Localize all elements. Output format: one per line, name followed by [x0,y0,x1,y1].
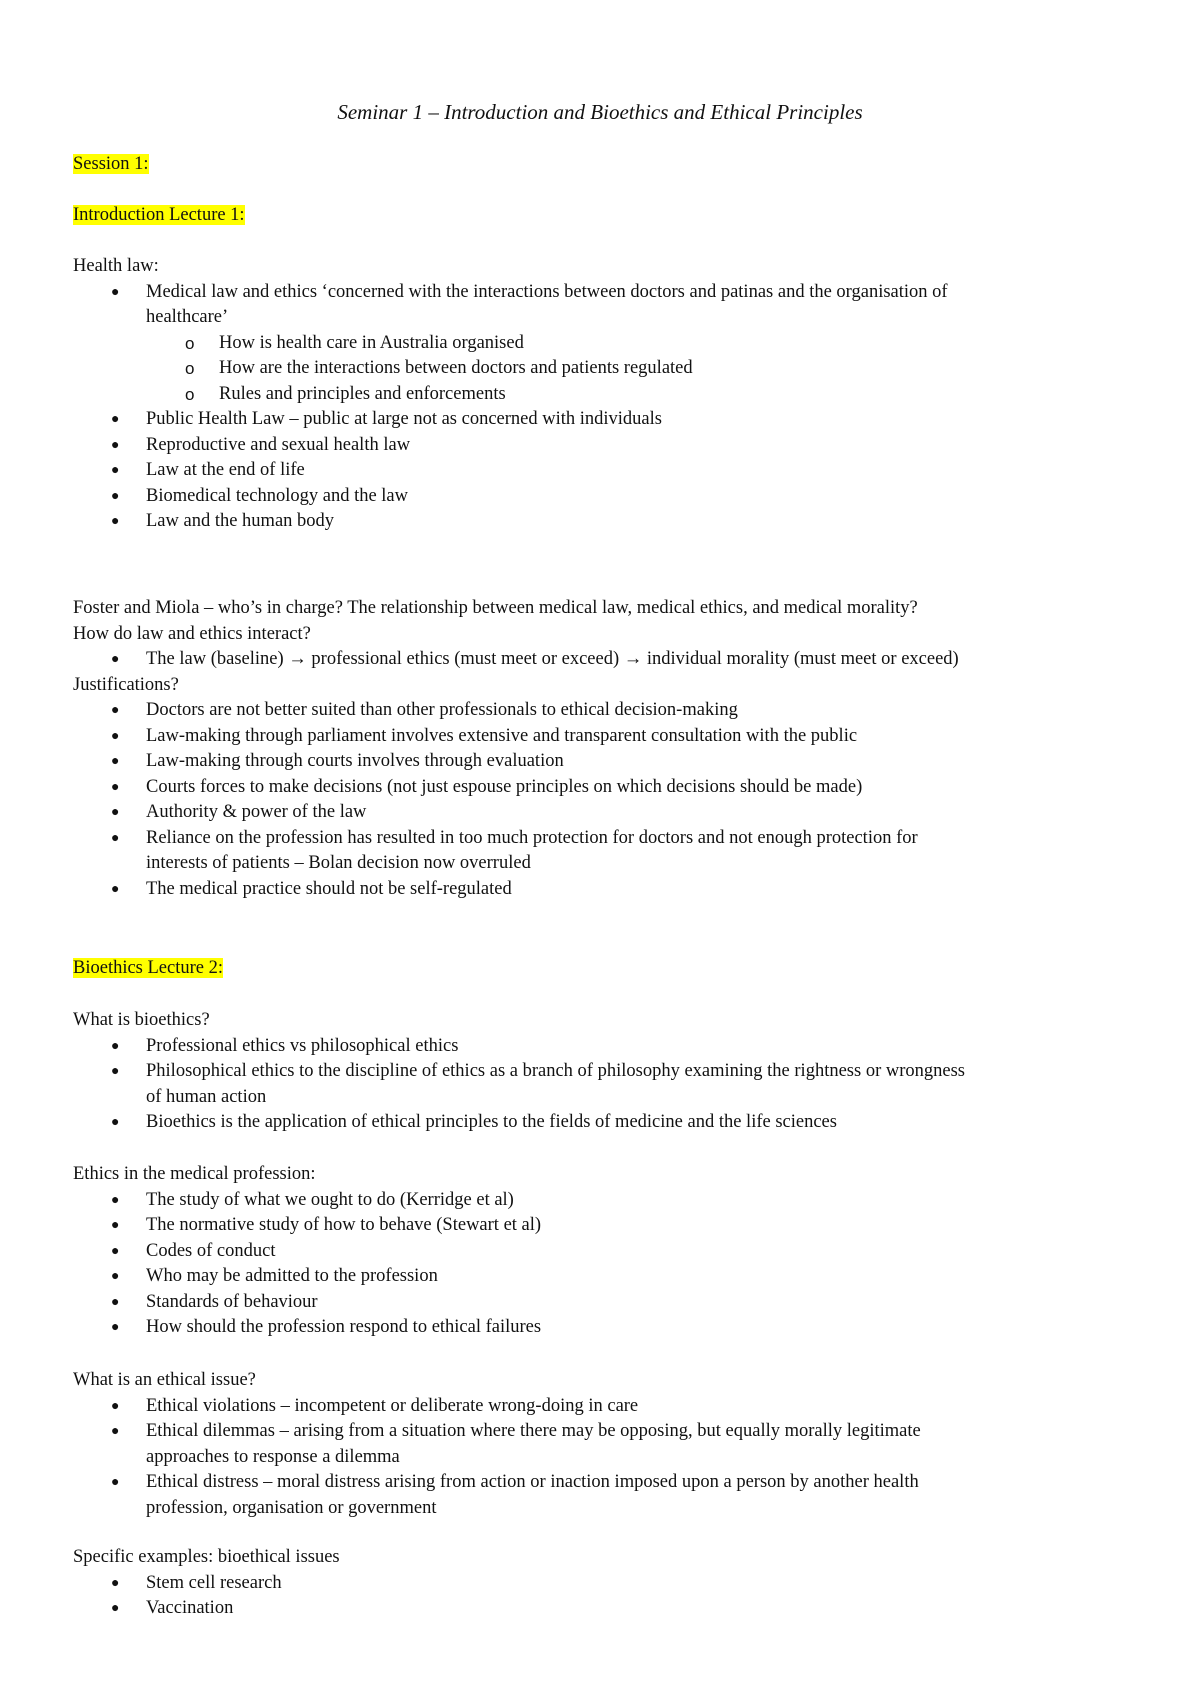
sub-list-item [73,356,1153,382]
bullet-icon: ● [111,728,120,744]
list-item [73,1571,1153,1597]
bullet-icon: ● [111,754,120,769]
sub-item-text: Rules and principles and enforcements [219,383,506,404]
lecture1-heading [73,203,1153,229]
list-item [73,775,1153,801]
bullet-icon: ● [111,652,120,667]
item-line: Ethical dilemmas – arising from a situation where there may be opposing, but equally morally legitimate [146,1421,921,1441]
examples-section [73,1545,1153,1622]
bullet-icon: ● [111,1218,120,1233]
item-line: interests of patients – Bolan decision now overruled [146,853,531,873]
bullet-icon: ● [111,779,120,795]
sub-list-item [73,331,1153,357]
foster-section [73,596,1153,902]
list-item [73,1394,1153,1420]
item-text: Vaccination [146,1598,234,1618]
list-item [73,433,1153,459]
item-text: Public Health Law – public at large not as concerned with individuals [146,409,662,429]
list-item [73,1264,1153,1290]
bullet-icon: ● [111,1269,120,1284]
item-text: Who may be admitted to the profession [146,1266,438,1286]
examples-list [73,1571,1153,1622]
ethical-issue-list [73,1394,1153,1522]
item-line: Reliance on the profession has resulted in too much protection for doctors and not enough protection for [146,827,918,848]
ethical-issue-label: What is an ethical issue? [73,1370,256,1390]
list-item [73,1188,1153,1214]
ethics-medical-label: Ethics in the medical profession: [73,1164,316,1184]
item-text: Authority & power of the law [146,802,367,822]
bullet-icon: ● [111,1038,120,1054]
item-text: The normative study of how to behave (Stewart et al) [146,1215,542,1235]
item-line: approaches to response a dilemma [146,1446,400,1467]
ethical-issue-section [73,1368,1153,1521]
item-line: Medical law and ethics ‘concerned with the interactions between doctors and patinas and the organisation of [146,281,948,302]
bullet-icon: ● [111,1475,120,1490]
list-item [73,647,1153,673]
list-item [73,509,1153,535]
bullet-icon: ● [111,830,120,846]
bullet-icon: ● [111,1601,120,1616]
list-item [73,1315,1153,1341]
foster-line: Foster and Miola – who’s in charge? The relationship between medical law, medical ethics, and medical morality? [73,598,918,618]
item-text: Law-making through courts involves through evaluation [146,751,564,771]
bullet-icon: ● [111,881,120,897]
list-item [73,826,1153,877]
list-item [73,1470,1153,1521]
list-item [73,800,1153,826]
bullet-icon: ● [111,1192,120,1208]
bullet-icon: ● [111,1398,120,1414]
list-item [73,1290,1153,1316]
what-is-bioethics-label: What is bioethics? [73,1010,210,1030]
ethics-medical-list [73,1188,1153,1341]
health-law-section [73,254,1153,535]
list-item [73,280,1153,331]
item-text: Professional ethics vs philosophical ethics [146,1035,459,1056]
session-label: Session 1: [73,154,149,174]
list-item [73,1213,1153,1239]
item-text: Doctors are not better suited than other professionals to ethical decision-making [146,700,738,720]
list-item [73,749,1153,775]
lecture2-heading-text: Bioethics Lecture 2: [73,958,224,978]
item-line: Ethical distress – moral distress arising from action or inaction imposed upon a person by another health [146,1472,919,1492]
bullet-icon: ● [111,703,120,718]
list-item [73,484,1153,510]
lecture1-heading-text: Introduction Lecture 1: [73,205,245,225]
list-item [73,1419,1153,1470]
law-chain-list [73,647,1153,673]
sub-item-text: How is health care in Australia organised [219,332,524,353]
bullet-icon: ● [111,437,120,453]
item-line: healthcare’ [146,307,229,327]
bullet-icon: ● [111,805,120,820]
item-text: Reproductive and sexual health law [146,434,411,455]
bullet-icon: ● [111,463,120,478]
item-text: How should the profession respond to ethical failures [146,1317,542,1337]
item-text: Bioethics is the application of ethical principles to the fields of medicine and the life sciences [146,1112,837,1132]
sub-bullet-icon: o [185,384,195,404]
item-line: of human action [146,1086,267,1107]
interact-question: How do law and ethics interact? [73,623,311,644]
list-item [73,1059,1153,1110]
item-text: The law (baseline) → professional ethics (must meet or exceed) → individual morality (must meet or exceed) [146,649,959,669]
item-text: Law and the human body [146,511,335,531]
item-text: Codes of conduct [146,1240,276,1261]
bullet-icon: ● [111,514,120,529]
item-line: profession, organisation or government [146,1497,437,1518]
sub-list-item [73,382,1153,408]
list-item [73,724,1153,750]
bullet-icon: ● [111,1064,120,1079]
bullet-icon: ● [111,1424,120,1439]
health-law-list [73,280,1153,535]
bullet-icon: ● [111,412,120,427]
bioethics-list [73,1034,1153,1136]
list-item [73,1596,1153,1622]
ethics-medical-section [73,1162,1153,1341]
item-text: Ethical violations – incompetent or deliberate wrong-doing in care [146,1395,639,1416]
item-text: Standards of behaviour [146,1291,318,1312]
session-heading [73,152,1153,178]
list-item [73,1110,1153,1136]
bullet-icon: ● [111,1115,120,1130]
bullet-icon: ● [111,1575,120,1591]
list-item [73,1239,1153,1265]
justifications-label: Justifications? [73,674,179,695]
item-text: Courts forces to make decisions (not just espouse principles on which decisions should be made) [146,776,863,797]
bullet-icon: ● [111,1294,120,1310]
bullet-icon: ● [111,488,120,504]
list-item [73,1034,1153,1060]
item-text: Law-making through parliament involves extensive and transparent consultation with the public [146,725,858,746]
item-text: The medical practice should not be self-regulated [146,878,512,899]
bullet-icon: ● [111,284,120,300]
list-item [73,877,1153,903]
list-item [73,407,1153,433]
bullet-icon: ● [111,1320,120,1335]
lecture2-heading [73,956,1153,982]
item-text: The study of what we ought to do (Kerridge et al) [146,1189,514,1210]
examples-label: Specific examples: bioethical issues [73,1547,340,1567]
list-item [73,458,1153,484]
item-line: Philosophical ethics to the discipline of ethics as a branch of philosophy examining the rightness or wrongness [146,1061,965,1081]
sub-bullet-icon: o [185,333,195,353]
justifications-list [73,698,1153,902]
page-title: Seminar 1 – Introduction and Bioethics and Ethical Principles [337,100,863,124]
sub-bullet-icon: o [185,359,195,378]
item-text: Stem cell research [146,1572,282,1593]
sub-item-text: How are the interactions between doctors and patients regulated [219,358,693,378]
list-item [73,698,1153,724]
item-text: Law at the end of life [146,460,305,480]
item-text: Biomedical technology and the law [146,485,409,506]
bullet-icon: ● [111,1243,120,1259]
health-law-label: Health law: [73,256,159,276]
what-is-bioethics-section [73,1008,1153,1136]
